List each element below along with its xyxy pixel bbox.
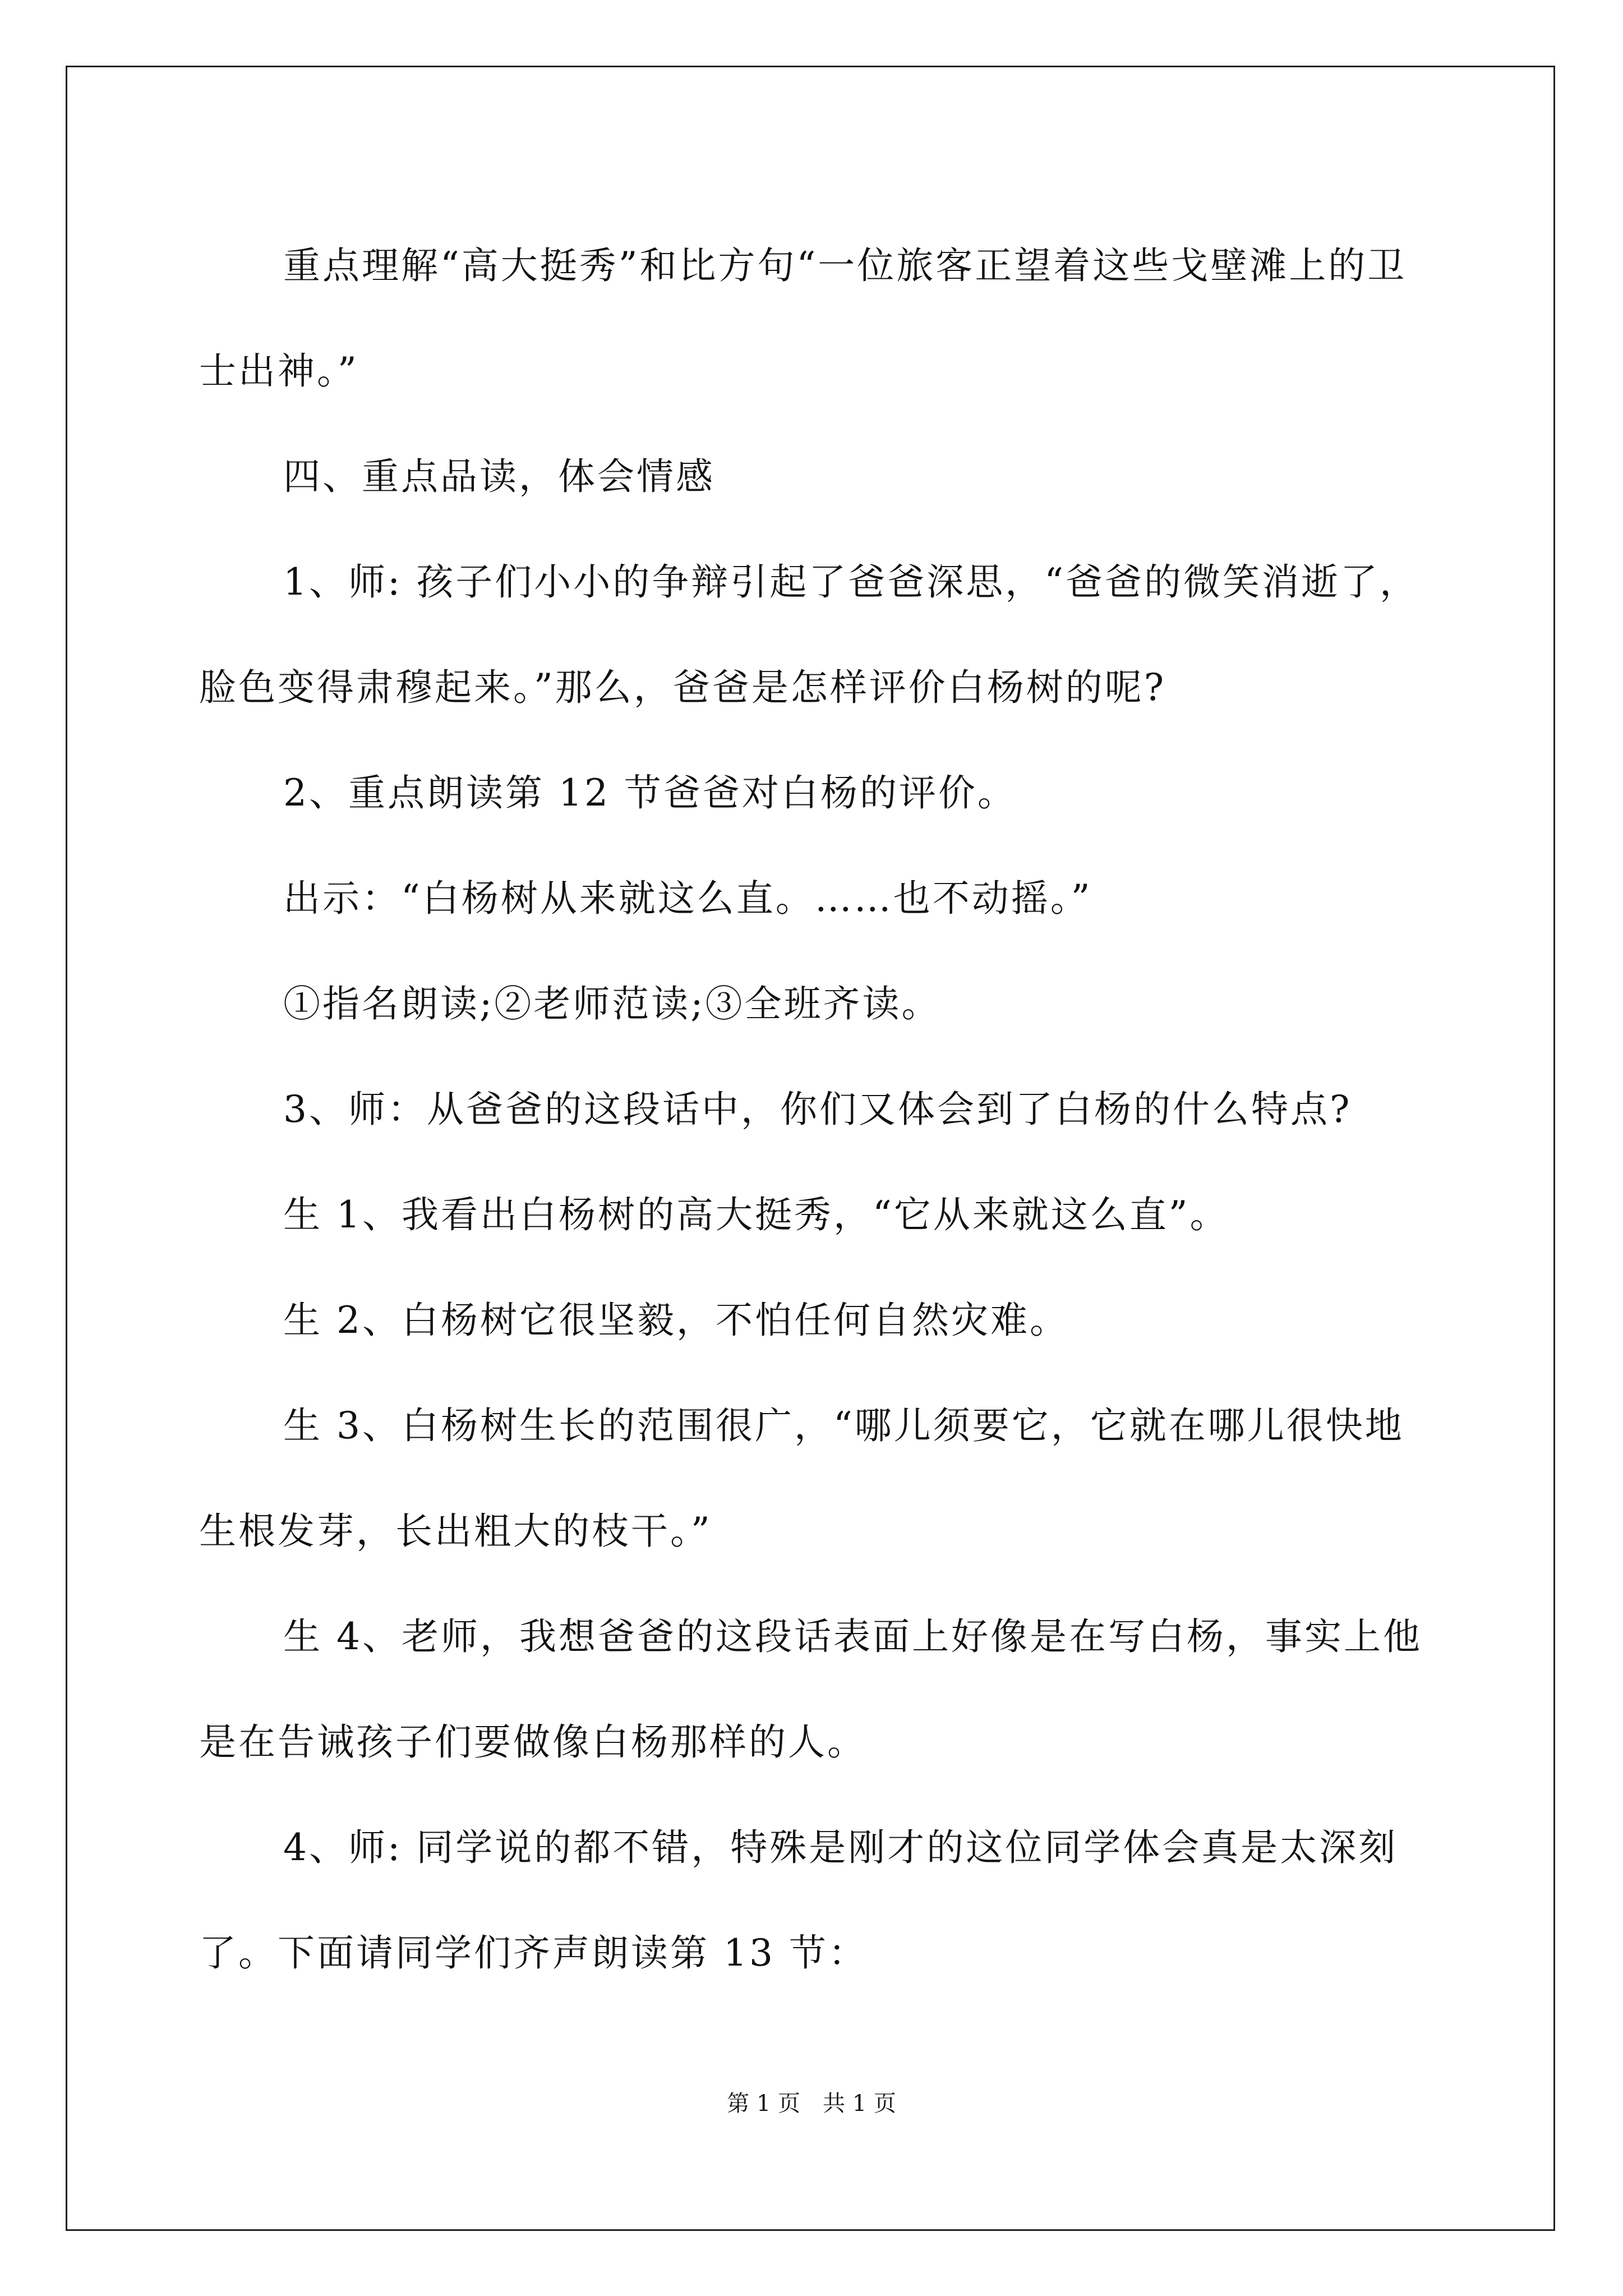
paragraph-9: 生 2、白杨树它很坚毅，不怕任何自然灾难。 [283, 1299, 1069, 1342]
paragraph-4: 2、重点朗读第 12 节爸爸对白杨的评价。 [283, 771, 1017, 815]
paragraph-8: 生 1、我看出白杨树的高大挺秀，“它从来就这么直”。 [283, 1193, 1229, 1236]
paragraph-11: 生 4、老师，我想爸爸的这段话表面上好像是在写白杨，事实上他是在告诫孩子们要做像白杨那样的人。 [199, 1615, 1422, 1764]
paragraph-5: 出示：“白杨树从来就这么直。……也不动摇。” [283, 877, 1092, 920]
paragraph-1: 重点理解“高大挺秀”和比方句“一位旅客正望着这些戈壁滩上的卫士出神。” [199, 244, 1407, 393]
paragraph-2: 四、重点品读，体会情感 [283, 455, 715, 498]
page-number-footer: 第 1 页 共 1 页 [727, 2091, 896, 2116]
paragraph-3: 1、师: 孩子们小小的争辩引起了爸爸深思，“爸爸的微笑消逝了，脸色变得肃穆起来。”那么，爸爸是怎样评价白杨树的呢? [199, 560, 1419, 709]
paragraph-6: ①指名朗读;②老师范读;③全班齐读。 [283, 982, 941, 1025]
paragraph-10: 生 3、白杨树生长的范围很广，“哪儿须要它，它就在哪儿很快地生根发芽，长出粗大的枝干。” [199, 1404, 1404, 1553]
paragraph-7: 3、师：从爸爸的这段话中，你们又体会到了白杨的什么特点? [283, 1088, 1352, 1131]
document-body [199, 213, 1430, 2006]
paragraph-12: 4、师: 同学说的都不错，特殊是刚才的这位同学体会真是太深刻了。下面请同学们齐声朗读第 13 节： [199, 1826, 1398, 1975]
